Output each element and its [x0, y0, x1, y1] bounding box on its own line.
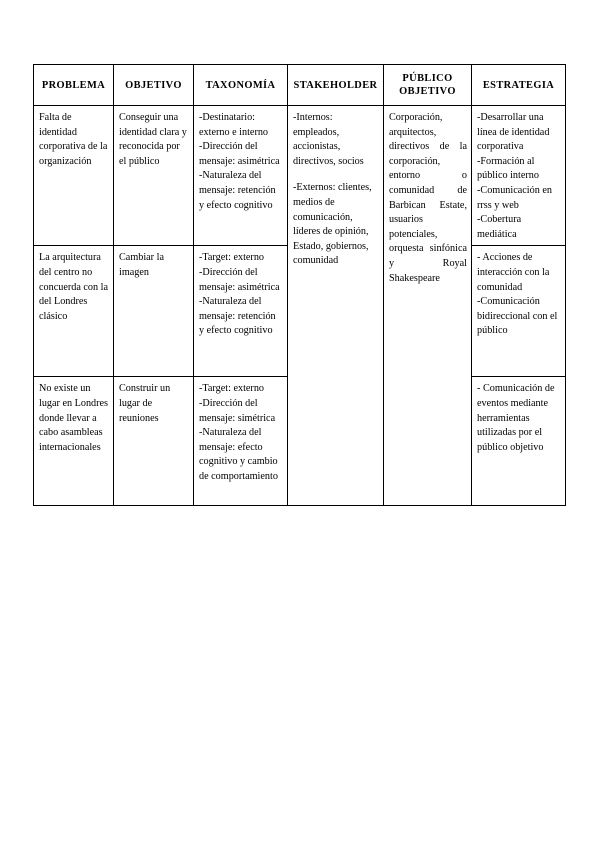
taxonomia-line: -Naturaleza del mensaje: retención y efecto cognitivo: [199, 170, 276, 211]
taxonomia-line: -Destinatario: externo e interno: [199, 112, 269, 138]
cell-estrategia: [472, 106, 566, 246]
stakeholder-externos: -Externos: clientes, medios de comunicación, líderes de opinión, Estado, gobiernos, comunidad: [293, 182, 372, 267]
estrategia-line: - Comunicación de eventos mediante herramientas utilizadas por el público objetivo: [477, 383, 555, 453]
cell-taxonomia: [194, 377, 288, 506]
header-objetivo: OBJETIVO: [114, 65, 194, 106]
header-taxonomia: TAXONOMÍA: [194, 65, 288, 106]
header-stakeholder: STAKEHOLDER: [288, 65, 384, 106]
table-row: [34, 106, 566, 246]
taxonomia-line: -Target: externo: [199, 252, 265, 264]
estrategia-line: -Comunicación bidireccional con el público: [477, 296, 558, 337]
cell-objetivo: Conseguir una identidad clara y reconocida por el público: [114, 106, 194, 246]
cell-problema: Falta de identidad corporativa de la organización: [34, 106, 114, 246]
header-problema: PROBLEMA: [34, 65, 114, 106]
estrategia-line: -Desarrollar una línea de identidad corporativa: [477, 112, 550, 153]
cell-problema: No existe un lugar en Londres donde llevar a cabo asambleas internacionales: [34, 377, 114, 506]
cell-estrategia: [472, 246, 566, 377]
estrategia-line: -Cobertura mediática: [477, 214, 522, 240]
taxonomia-line: -Naturaleza del mensaje: efecto cognitivo y cambio de comportamiento: [199, 427, 278, 482]
estrategia-line: - Acciones de interacción con la comunidad: [477, 252, 550, 293]
communication-plan-table: [33, 64, 566, 506]
header-row: [34, 65, 566, 106]
cell-taxonomia: [194, 246, 288, 377]
estrategia-line: -Comunicación en rrss y web: [477, 184, 552, 211]
taxonomia-line: -Naturaleza del mensaje: retención y efecto cognitivo: [199, 296, 276, 337]
taxonomia-line: -Dirección del mensaje: simétrica: [199, 397, 276, 424]
cell-publico-objetivo: Corporación, arquitectos, directivos de la corporación, entorno o comunidad de Barbican Estate, usuarios potenciales, orquesta sinfónica y Royal Shakespeare: [384, 106, 472, 506]
cell-stakeholder: [288, 106, 384, 506]
cell-estrategia: [472, 377, 566, 506]
header-publico-objetivo: PÚBLICO OBJETIVO: [384, 65, 472, 106]
estrategia-line: -Formación al público interno: [477, 155, 539, 182]
cell-taxonomia: [194, 106, 288, 246]
taxonomia-line: -Dirección del mensaje: asimétrica: [199, 141, 280, 167]
cell-problema: La arquitectura del centro no concuerda con la del Londres clásico: [34, 246, 114, 377]
cell-objetivo: Construir un lugar de reuniones: [114, 377, 194, 506]
stakeholder-internos: -Internos: empleados, accionistas, directivos, socios: [293, 112, 364, 167]
taxonomia-line: -Target: externo: [199, 383, 265, 395]
cell-objetivo: Cambiar la imagen: [114, 246, 194, 377]
taxonomia-line: -Dirección del mensaje: asimétrica: [199, 266, 280, 293]
header-estrategia: ESTRATEGIA: [472, 65, 566, 106]
